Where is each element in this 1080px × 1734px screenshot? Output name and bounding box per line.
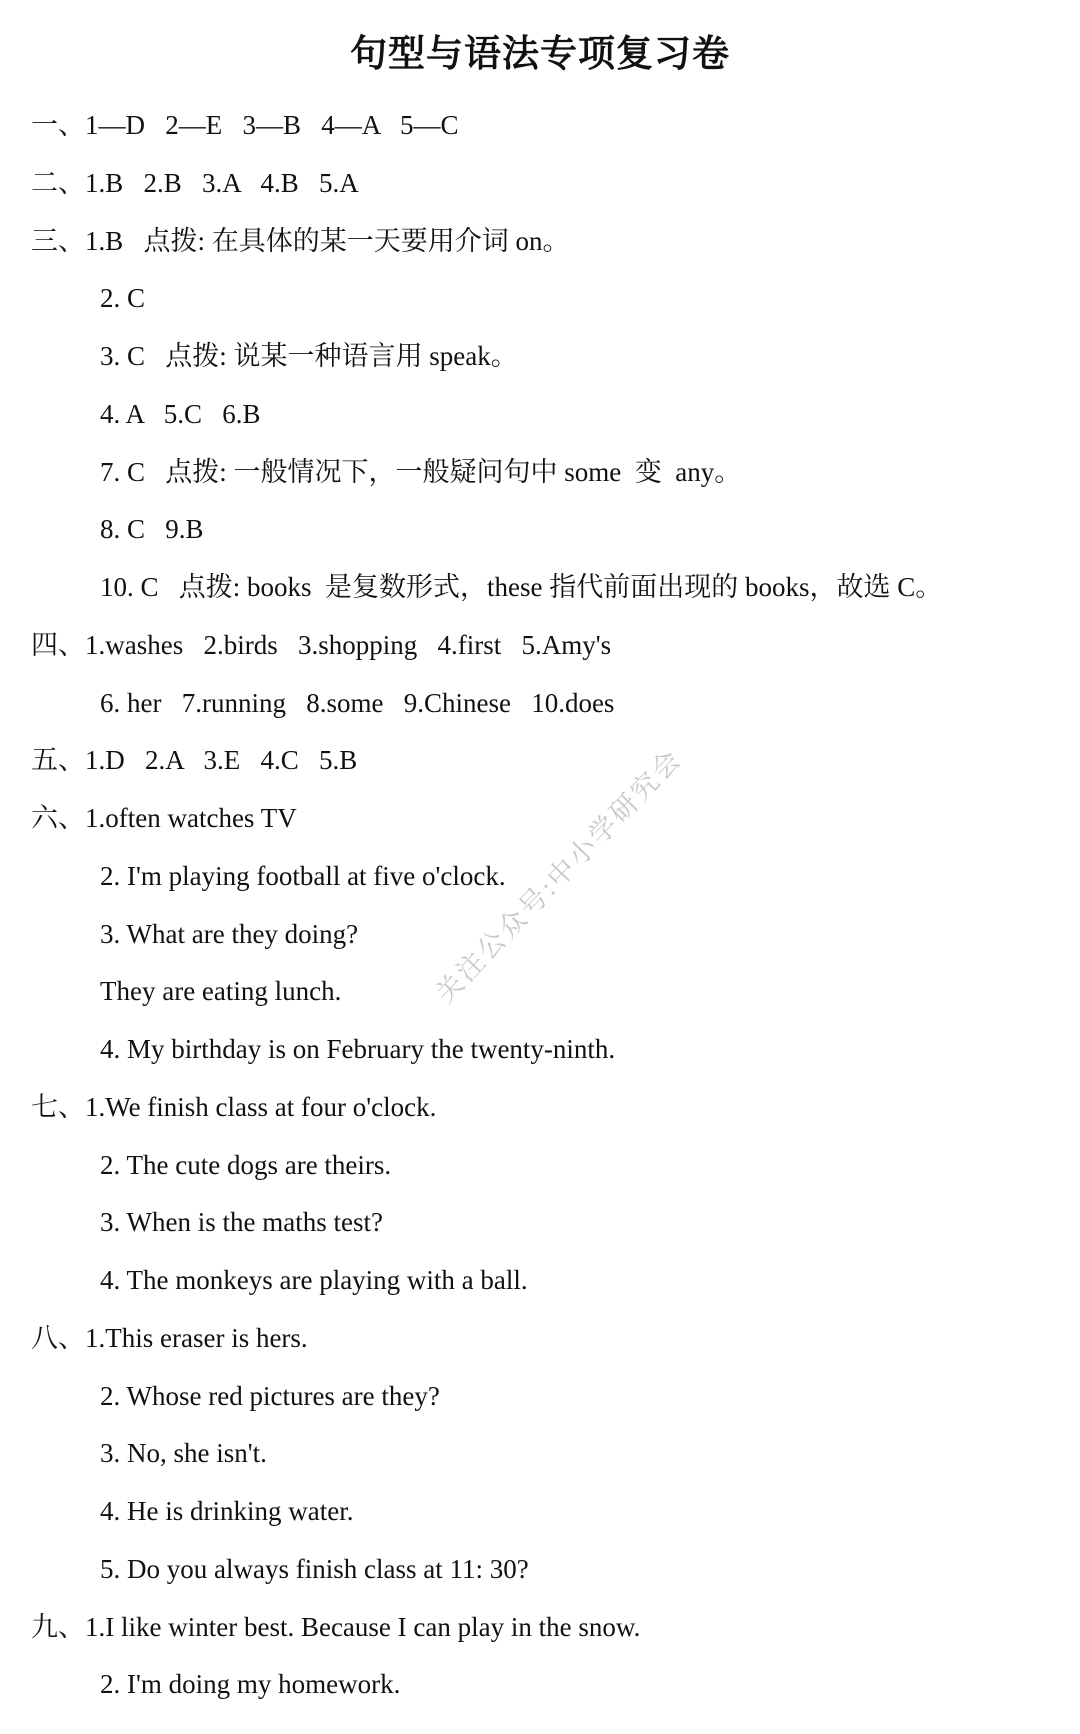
answer-line: 三、1.B 点拨: 在具体的某一天要用介词 on。 (31, 225, 570, 256)
answer-line: 7. C 点拨: 一般情况下，一般疑问句中 some 变 any。 (100, 456, 742, 487)
watermark: 关注公众号:中小学研究会 (429, 742, 688, 1009)
page-title: 句型与语法专项复习卷 (350, 34, 730, 75)
answer-line: 3. No, she isn't. (100, 1438, 267, 1469)
answer-line: 六、1.often watches TV (31, 803, 297, 833)
answer-line: 一、1—D 2—E 3—B 4—A 5—C (31, 110, 459, 140)
answer-line: 10. C 点拨: books 是复数形式，these 指代前面出现的 books，故选 C。 (100, 572, 943, 602)
answer-line: 八、1.This eraser is hers. (31, 1322, 308, 1353)
answer-line: 4. A 5.C 6.B (100, 398, 261, 429)
answer-line: 4. My birthday is on February the twenty-ninth. (100, 1034, 616, 1064)
answer-line: They are eating lunch. (100, 976, 342, 1007)
answer-line: 3. When is the maths test? (100, 1207, 383, 1238)
answer-line: 6. her 7.running 8.some 9.Chinese 10.does (100, 687, 615, 718)
answer-line: 3. C 点拨: 说某一种语言用 speak。 (100, 341, 518, 371)
answer-line: 九、1.I like winter best. Because I can play in the snow. (31, 1611, 641, 1642)
answer-line: 8. C 9.B (100, 514, 204, 545)
answer-line: 2. The cute dogs are theirs. (100, 1149, 392, 1180)
answer-line: 2. Whose red pictures are they? (100, 1380, 440, 1411)
answer-line: 3. What are they doing? (100, 918, 359, 949)
answer-line: 2. I'm playing football at five o'clock. (100, 860, 506, 891)
answer-line: 2. C (100, 283, 146, 314)
answer-line: 5. Do you always finish class at 11: 30? (100, 1553, 529, 1584)
answer-line: 四、1.washes 2.birds 3.shopping 4.first 5.Amy's (31, 629, 612, 660)
answer-line: 4. He is drinking water. (100, 1496, 354, 1526)
answer-line: 五、1.D 2.A 3.E 4.C 5.B (31, 745, 358, 776)
answer-line: 七、1.We finish class at four o'clock. (31, 1091, 437, 1122)
answer-line: 二、1.B 2.B 3.A 4.B 5.A (31, 167, 359, 198)
answer-line: 4. The monkeys are playing with a ball. (100, 1265, 528, 1295)
answer-line: 2. I'm doing my homework. (100, 1669, 401, 1700)
